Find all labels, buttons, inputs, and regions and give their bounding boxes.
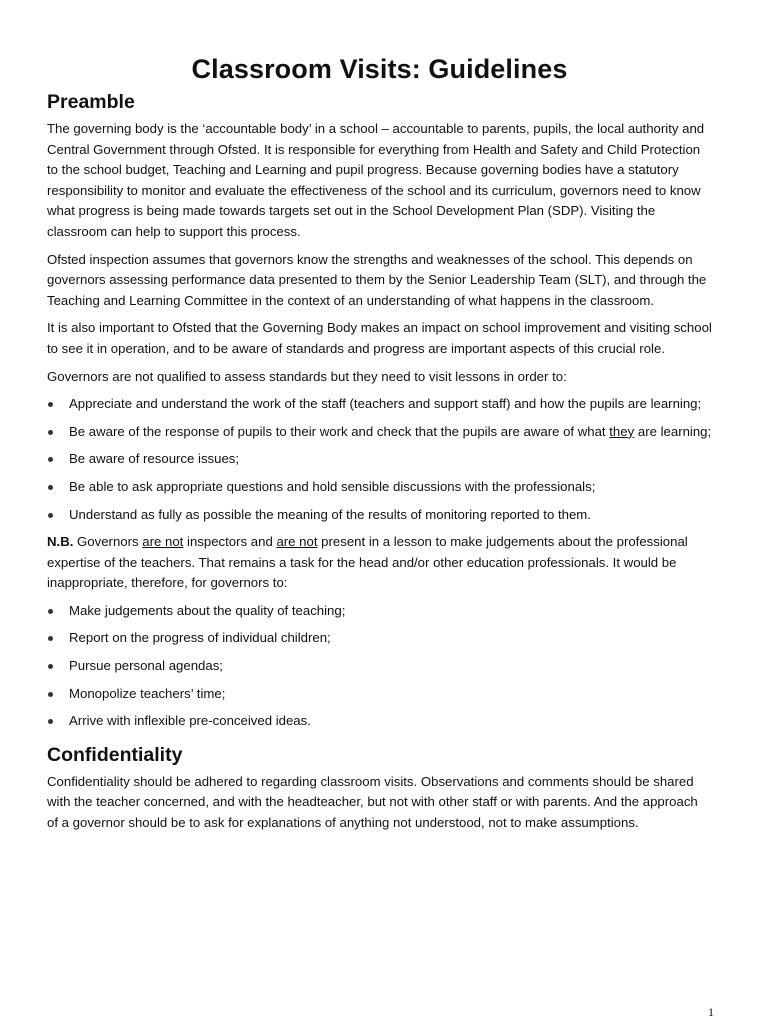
list-item: Appreciate and understand the work of the staff (teachers and support staff) and how the pupils are learning; [47,394,712,415]
preamble-paragraph-4: Governors are not qualified to assess standards but they need to visit lessons in order to: [47,368,567,384]
confidentiality-heading: Confidentiality [47,743,183,766]
confidentiality-paragraph: Confidentiality should be adhered to regarding classroom visits. Observations and comments should be shared with the teacher concerned, and with the headteacher, but not with other staff or with parents. And the approach of a governor should be to ask for explanations of anything not understood, not to make assumptions. [47,773,698,831]
list-item: Be aware of the response of pupils to their work and check that the pupils are aware of what they are learning; [47,422,712,443]
preamble-paragraph-2: Ofsted inspection assumes that governors know the strengths and weaknesses of the school. This depends on governors assessing performance data presented to them by the Senior Leadership Team (SLT), and through the Teaching and Learning Committee in the context of an understanding of what happens in the classroom. [47,251,707,308]
list-item: Monopolize teachers’ time; [47,684,712,705]
preamble-heading: Preamble [47,91,135,113]
list-item: Be aware of resource issues; [47,449,712,470]
nb-paragraph: N.B. Governors are not inspectors and are not present in a lesson to make judgements about the professional expertise of the teachers. That remains a task for the head and/or other education professionals. It would be inappropriate, therefore, for governors to: [47,534,688,591]
list-item: Report on the progress of individual children; [47,628,712,649]
page-number: 1 [708,1005,714,1019]
page-title: Classroom Visits: Guidelines [191,54,568,84]
preamble-paragraph-3: It is also important to Ofsted that the Governing Body makes an impact on school improvement and visiting school to see it in operation, and to be aware of standards and progress are important aspects of this crucial role. [47,320,712,356]
list-item: Make judgements about the quality of teaching; [47,601,712,622]
visit-purposes-list [47,394,712,525]
nb-label: N.B. [47,534,74,550]
list-item: Pursue personal agendas; [47,656,712,677]
list-item: Be able to ask appropriate questions and hold sensible discussions with the professionals; [47,477,712,498]
list-item: Arrive with inflexible pre-conceived ideas. [47,711,712,732]
preamble-paragraph-1: The governing body is the ‘accountable body’ in a school – accountable to parents, pupils, the local authority and Central Government through Ofsted. It is responsible for everything from Health and Safety and Child Protection to the school budget, Teaching and Learning and pupil progress. Because governing bodies have a statutory responsibility to monitor and evaluate the effectiveness of the school and its curriculum, governors need to know what progress is being made towards targets set out in the School Development Plan (SDP). Visiting the classroom can help to support this process. [47,121,705,239]
list-item: Understand as fully as possible the meaning of the results of monitoring reported to them. [47,505,712,526]
inappropriate-actions-list [47,601,712,732]
